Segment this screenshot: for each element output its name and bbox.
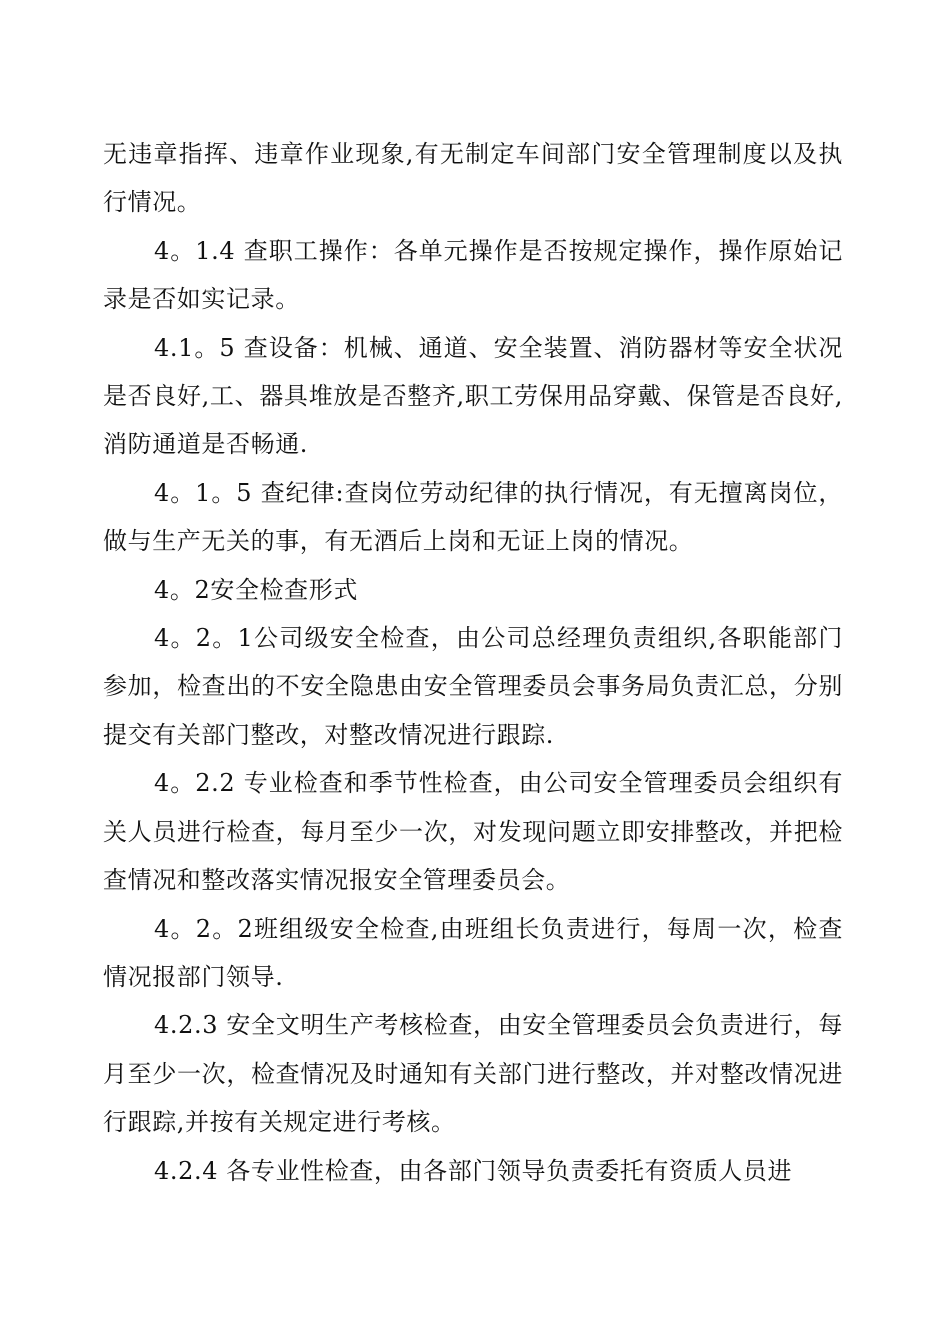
document-body <box>103 130 843 1195</box>
paragraph-4-2-4-specialized-inspection: 4.2.4 各专业性检查，由各部门领导负责委托有资质人员进 <box>154 1156 793 1185</box>
paragraph-4-2-2-team-inspection: 4。2。2班组级安全检查,由班组长负责进行，每周一次，检查情况报部门领导. <box>103 914 843 991</box>
paragraph-4-2-1-company-inspection: 4。2。1公司级安全检查，由公司总经理负责组织,各职能部门参加，检查出的不安全隐患由安全管理委员会事务局负责汇总，分别提交有关部门整改，对整改情况进行跟踪. <box>103 624 843 749</box>
section-heading-4-2: 4。2安全检查形式 <box>154 575 358 604</box>
paragraph-4-1-5-check-equipment: 4.1。5 查设备：机械、通道、安全装置、消防器材等安全状况是否良好,工、器具堆放是否整齐,职工劳保用品穿戴、保管是否良好,消防通道是否畅通. <box>103 333 843 459</box>
paragraph-continuation: 无违章指挥、违章作业现象,有无制定车间部门安全管理制度以及执行情况。 <box>103 140 843 217</box>
paragraph-4-2-2-seasonal-inspection: 4。2.2 专业检查和季节性检查，由公司安全管理委员会组织有关人员进行检查，每月至少一次，对发现问题立即安排整改，并把检查情况和整改落实情况报安全管理委员会。 <box>103 769 843 895</box>
paragraph-4-2-3-assessment-inspection: 4.2.3 安全文明生产考核检查，由安全管理委员会负责进行，每月至少一次，检查情况及时通知有关部门进行整改，并对整改情况进行跟踪,并按有关规定进行考核。 <box>103 1011 843 1137</box>
paragraph-4-1-4-check-operation: 4。1.4 查职工操作：各单元操作是否按规定操作，操作原始记录是否如实记录。 <box>103 236 843 314</box>
paragraph-4-1-5-check-discipline: 4。1。5 查纪律:查岗位劳动纪律的执行情况，有无擅离岗位，做与生产无关的事，有无酒后上岗和无证上岗的情况。 <box>103 478 843 556</box>
